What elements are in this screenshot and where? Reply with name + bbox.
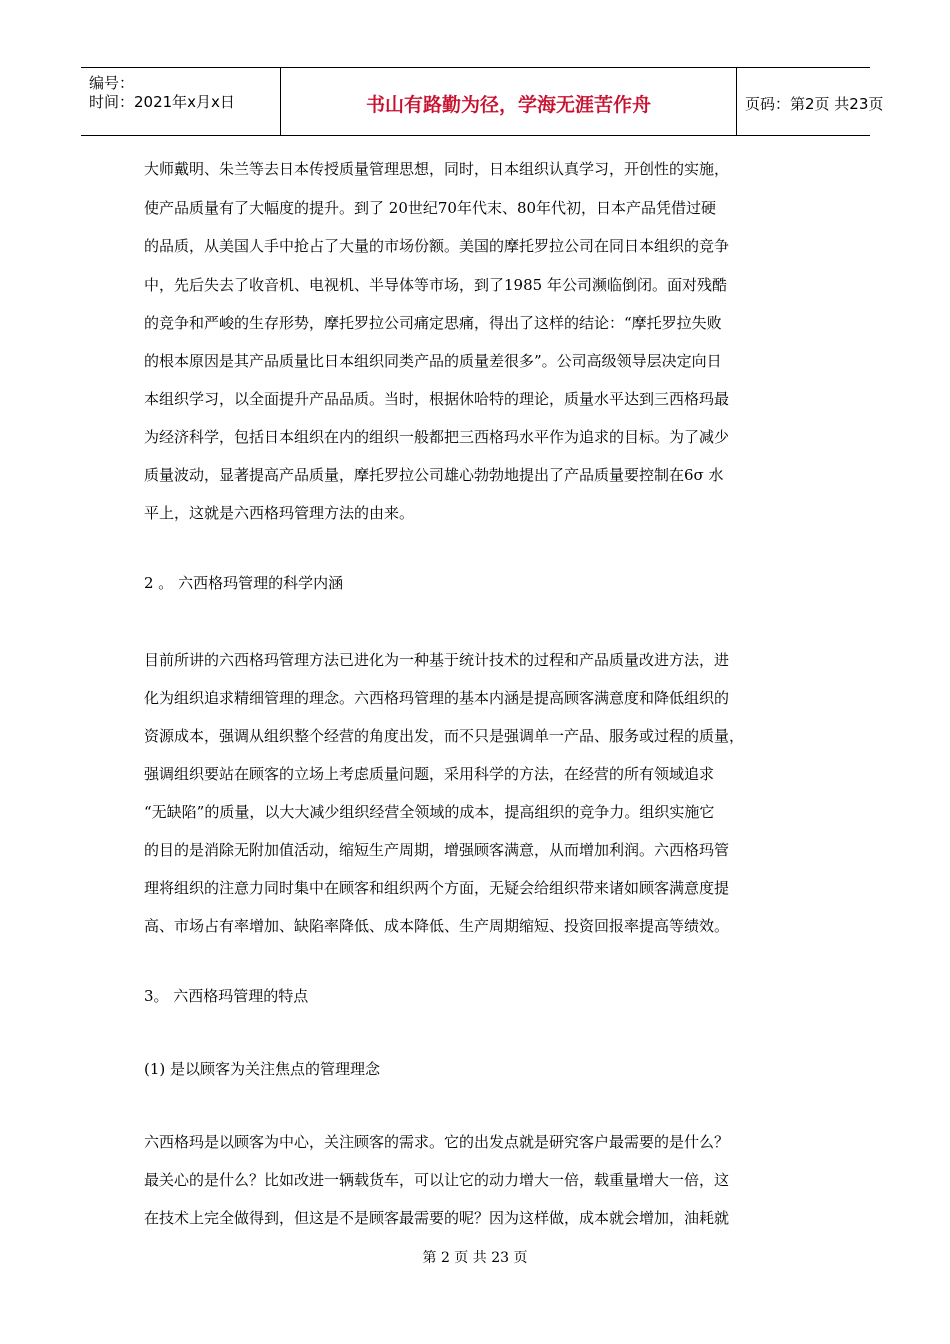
header-page-info: 页码：第2页 共23页: [745, 95, 884, 113]
text-line: 2 。 六西格玛管理的科学内涵: [144, 574, 344, 592]
text-line: 高、市场占有率增加、缺陷率降低、成本降低、生产周期缩短、投资回报率提高等绩效。: [144, 917, 730, 935]
header-motto-cell: [281, 68, 737, 135]
text-line: 理将组织的注意力同时集中在顾客和组织两个方面，无疑会给组织带来诸如顾客满意度提: [144, 879, 730, 897]
text-line: 的竞争和严峻的生存形势，摩托罗拉公司痛定思痛，得出了这样的结论：“摩托罗拉失败: [144, 314, 722, 332]
text-line: 化为组织追求精细管理的理念。六西格玛管理的基本内涵是提高顾客满意度和降低组织的: [144, 689, 730, 707]
text-line: 平上，这就是六西格玛管理方法的由来。: [144, 504, 415, 522]
text-line: 的根本原因是其产品质量比日本组织同类产品的质量差很多”。公司高级领导层决定向日: [144, 352, 722, 370]
text-line: 质量波动，显著提高产品质量，摩托罗拉公司雄心勃勃地提出了产品质量要控制在6σ 水: [144, 466, 724, 484]
header-page-cell: [737, 68, 884, 135]
text-line: 为经济科学，包括日本组织在内的组织一般都把三西格玛水平作为追求的目标。为了减少: [144, 428, 730, 446]
text-line: 目前所讲的六西格玛管理方法已进化为一种基于统计技术的过程和产品质量改进方法，进: [144, 651, 730, 669]
document-header: [81, 67, 884, 136]
text-line: 的品质，从美国人手中抢占了大量的市场份额。美国的摩托罗拉公司在同日本组织的竞争: [144, 237, 730, 255]
text-line: 资源成本，强调从组织整个经营的角度出发，而不只是强调单一产品、服务或过程的质量，: [144, 727, 745, 745]
text-line: 的目的是消除无附加值活动，缩短生产周期，增强顾客满意，从而增加利润。六西格玛管: [144, 841, 730, 859]
text-line: 在技术上完全做得到，但这是不是顾客最需要的呢？因为这样做，成本就会增加，油耗就: [144, 1209, 730, 1227]
page-footer: 第 2 页 共 23 页: [422, 1250, 528, 1266]
text-line: 3。 六西格玛管理的特点: [144, 987, 309, 1005]
text-line: 使产品质量有了大幅度的提升。到了 20世纪70年代末、80年代初，日本产品凭借过硬: [144, 199, 717, 217]
text-line: 最关心的是什么？比如改进一辆载货车，可以让它的动力增大一倍，载重量增大一倍，这: [144, 1171, 730, 1189]
header-meta-cell: [81, 68, 281, 135]
document-number-label: 编号：: [89, 74, 135, 92]
text-line: (1) 是以顾客为关注焦点的管理理念: [144, 1060, 381, 1078]
text-line: 强调组织要站在顾客的立场上考虑质量问题，采用科学的方法，在经营的所有领域追求: [144, 765, 715, 783]
text-line: 六西格玛是以顾客为中心，关注顾客的需求。它的出发点就是研究客户最需要的是什么？: [144, 1133, 730, 1151]
text-line: “无缺陷”的质量，以大大减少组织经营全领域的成本，提高组织的竞争力。组织实施它: [144, 803, 715, 821]
document-date: 时间：2021年x月x日: [89, 93, 235, 111]
text-line: 中，先后失去了收音机、电视机、半导体等市场，到了1985 年公司濒临倒闭。面对残酷: [144, 276, 727, 294]
text-line: 大师戴明、朱兰等去日本传授质量管理思想，同时，日本组织认真学习，开创性的实施，: [144, 160, 730, 178]
header-motto: 书山有路勤为径，学海无涯苦作舟: [365, 94, 651, 116]
text-line: 本组织学习，以全面提升产品品质。当时，根据休哈特的理论，质量水平达到三西格玛最: [144, 390, 730, 408]
